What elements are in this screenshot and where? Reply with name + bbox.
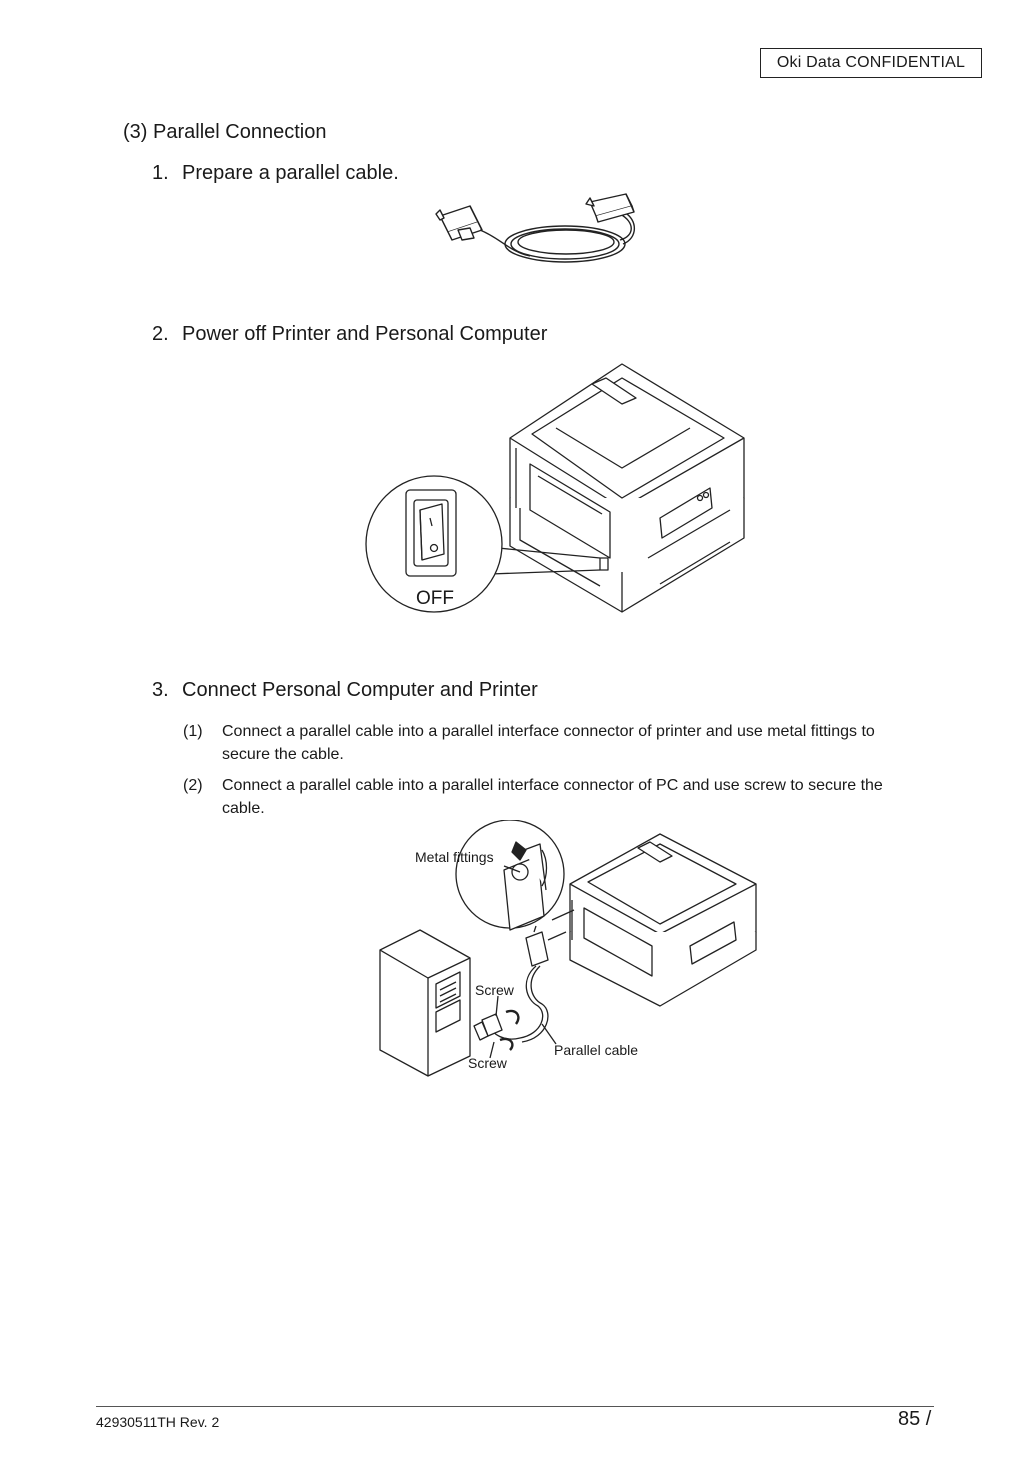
step-text: Connect Personal Computer and Printer	[182, 679, 538, 701]
substep-number: (2)	[183, 777, 203, 794]
step-number: 3.	[152, 679, 169, 701]
substep-number: (1)	[183, 723, 203, 740]
substep-1	[183, 720, 933, 768]
step-1	[152, 162, 852, 188]
off-label: OFF	[416, 588, 454, 609]
footer-divider	[96, 1406, 934, 1407]
step-number: 2.	[152, 323, 169, 345]
pc-printer-connection-illustration	[370, 820, 770, 1080]
printer-power-off-illustration	[360, 358, 760, 618]
step-text: Prepare a parallel cable.	[182, 162, 399, 184]
step-text: Power off Printer and Personal Computer	[182, 323, 548, 345]
parallel-cable-illustration	[430, 192, 650, 274]
step-3	[152, 679, 852, 705]
section-title: (3) Parallel Connection	[123, 121, 327, 143]
confidential-label: Oki Data CONFIDENTIAL	[760, 48, 982, 78]
screw-bottom-label: Screw	[468, 1055, 507, 1071]
substep-text: Connect a parallel cable into a parallel interface connector of PC and use screw to secure the cable.	[222, 777, 883, 817]
substep-2	[183, 774, 933, 822]
step-number: 1.	[152, 162, 169, 184]
substep-text: Connect a parallel cable into a parallel interface connector of printer and use metal fittings to secure the cable.	[222, 723, 875, 763]
step-2	[152, 323, 852, 349]
metal-fittings-label: Metal fittings	[415, 849, 494, 865]
parallel-cable-label: Parallel cable	[554, 1042, 639, 1058]
footer-doc-id: 42930511TH Rev. 2	[96, 1414, 220, 1430]
page-number: 85 /	[898, 1408, 932, 1430]
screw-top-label: Screw	[475, 982, 514, 998]
